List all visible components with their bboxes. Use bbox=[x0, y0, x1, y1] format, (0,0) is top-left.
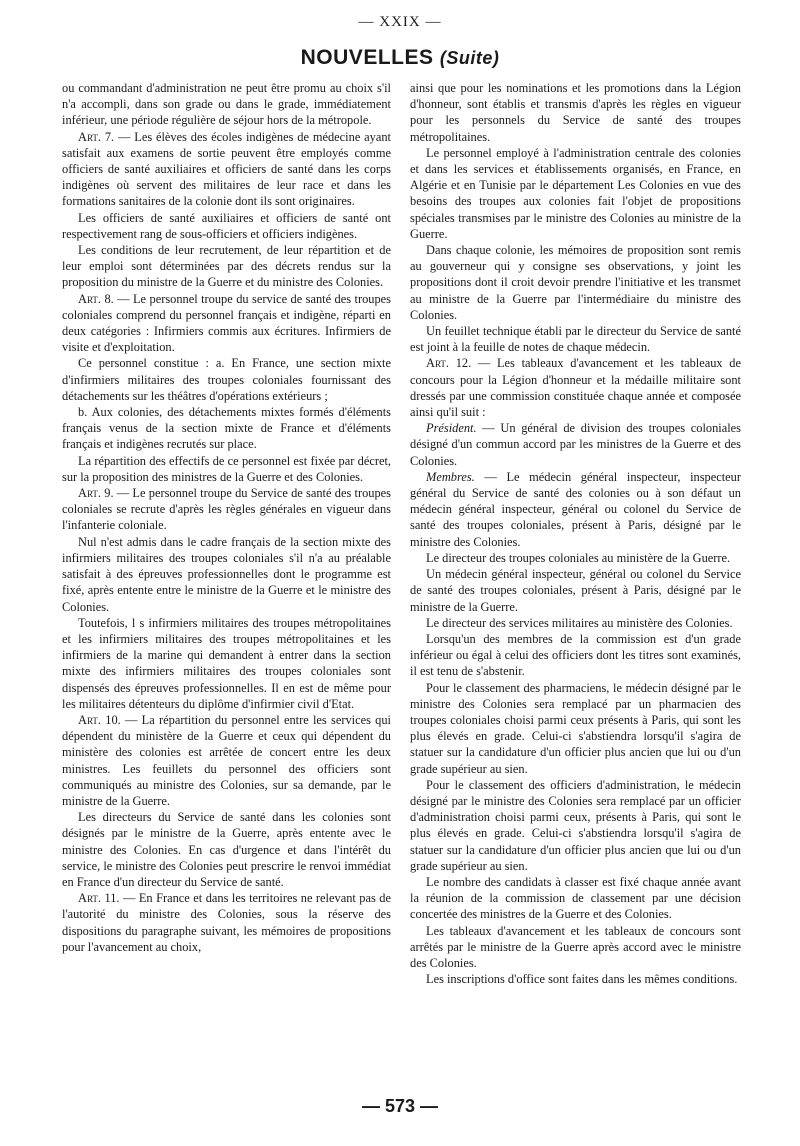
article-number: Art. 11. bbox=[78, 891, 120, 906]
paragraph bbox=[410, 680, 741, 777]
paragraph bbox=[62, 485, 391, 534]
paragraph-text: Les officiers de santé auxiliaires et officiers de santé ont respectivement rang de sous-officiers et officiers indigènes. bbox=[62, 210, 391, 241]
paragraph bbox=[410, 323, 741, 355]
paragraph bbox=[410, 469, 741, 550]
paragraph-text: La répartition des effectifs de ce personnel est fixée par décret, sur la proposition des ministres de la Guerre et des Colonies. bbox=[62, 453, 391, 484]
paragraph-text: Lorsqu'un des membres de la commission est d'un grade inférieur ou égal à celui des officiers dont les titres sont examinés, il est tenu de s'abstenir. bbox=[410, 631, 741, 679]
paragraph bbox=[62, 129, 391, 210]
role-label: Président. bbox=[426, 421, 477, 436]
paragraph-text: Pour le classement des officiers d'administration, le médecin désigné par le ministre des Colonies sera remplacé par un officier d'administration choisi parmi ceux, présents à Paris, qui sont le plus élevés en grade. Celui-ci s'abstiendra lorsqu'il s'agira de statuer sur la candidature d'un officier plus ancien que lui ou d'un grade supérieur au sien. bbox=[410, 777, 741, 873]
paragraph bbox=[62, 615, 391, 712]
paragraph-text: Le directeur des services militaires au ministère des Colonies. bbox=[426, 615, 733, 630]
paragraph bbox=[62, 404, 391, 453]
paragraph bbox=[62, 534, 391, 615]
paragraph-text: Un médecin général inspecteur, général ou colonel du Service de santé des troupes coloniales, présent à Paris, désigné par le ministre de la Guerre. bbox=[410, 567, 741, 614]
paragraph-text: Dans chaque colonie, les mémoires de proposition sont remis au gouverneur qui y consigne ses observations, y joint les propositions dont il croit devoir prendre l'initiative et les transmet au ministre de la Guerre par l'intermédiaire du ministre des Colonies. bbox=[410, 243, 741, 322]
page-title bbox=[0, 46, 800, 70]
paragraph-text: Nul n'est admis dans le cadre français de la section mixte des infirmiers militaires des troupes coloniales s'il n'a au préalable satisfait à des épreuves professionnelles dont le programme est fixé, après entente entre le ministre de la Guerre et le ministre des Colonies. bbox=[62, 534, 391, 614]
paragraph bbox=[62, 210, 391, 242]
paragraph-text: Toutefois, l s infirmiers militaires des troupes métropolitaines et les infirmiers militaires des troupes métropolitaines et les infirmiers de la marine qui demandent à entrer dans la section mixte des infirmiers militaires des troupes coloniales sont dispensés des épreuves professionnelles. Il en est de même pour les militaires détenteurs du diplôme d'infirmier civil d'Etat. bbox=[62, 615, 391, 711]
article-number: Art. 9. bbox=[78, 486, 114, 501]
article-number: Art. 12. bbox=[426, 356, 472, 371]
title-suffix: (Suite) bbox=[439, 48, 500, 68]
paragraph-text: b. Aux colonies, des détachements mixtes formés d'éléments français venus de la section mixte de France et d'éléments français et indigènes recrutés sur place. bbox=[62, 405, 391, 452]
paragraph bbox=[62, 712, 391, 809]
paragraph-text: — La répartition du personnel entre les services qui dépendent du ministère de la Guerre et ceux qui dépendent du ministère des colonies est arrêtée de concert entre les deux ministres. Les feuillets du personnel des officiers sont communiqués au ministre des Colonies, sur sa demande, par le ministre de la Guerre. bbox=[62, 712, 392, 808]
paragraph bbox=[410, 777, 741, 874]
left-text-column bbox=[62, 80, 391, 955]
paragraph bbox=[410, 566, 741, 615]
paragraph-text: Les conditions de leur recrutement, de leur répartition et de leur emploi sont déterminées par des décrets rendus sur la proposition du ministre de la Guerre et du ministre des Colonies. bbox=[62, 243, 391, 290]
paragraph bbox=[62, 80, 391, 129]
paragraph bbox=[410, 631, 741, 680]
paragraph bbox=[62, 809, 391, 890]
paragraph bbox=[62, 355, 391, 404]
paragraph-text: Les directeurs du Service de santé dans les colonies sont désignés par le ministre de la Guerre, après entente avec le ministre des Colonies. En cas d'urgence et dans l'intérêt du service, le ministre des Colonies peut prescrire le renvoi immédiat en France d'un directeur du Service de santé. bbox=[62, 810, 391, 889]
paragraph bbox=[410, 80, 741, 145]
paragraph bbox=[62, 453, 391, 485]
paragraph bbox=[410, 874, 741, 923]
paragraph bbox=[410, 615, 741, 631]
paragraph-text: — Les élèves des écoles indigènes de médecine ayant satisfait aux examens de sortie peuvent être employés comme officiers de santé auxiliaires et officiers de santé dans les corps indigènes où servent des militaires de leur race et dans les formations sanitaires de la colonie dont ils sont originaires. bbox=[62, 129, 391, 209]
paragraph bbox=[62, 242, 391, 291]
paragraph-text: ou commandant d'administration ne peut être promu au choix s'il n'a accompli, dans son grade ou dans le grade, immédiatement inférieur, une période régulière de séjour hors de la métropole. bbox=[62, 81, 391, 128]
paragraph bbox=[410, 923, 741, 972]
roman-folio: — XXIX — bbox=[358, 14, 442, 30]
role-label: Membres. bbox=[426, 469, 475, 484]
paragraph-text: Le directeur des troupes coloniales au ministère de la Guerre. bbox=[426, 550, 731, 565]
paragraph-text: Le personnel employé à l'administration centrale des colonies et dans les services et établissements organisés, en France, en Algérie et en Tunisie par le département Les Colonies en vue des besoins des troupes aux colonies fait l'objet de propositions spéciales transmises par le ministre des Colonies au ministre de la Guerre. bbox=[410, 145, 741, 241]
article-number: Art. 8. bbox=[78, 291, 114, 306]
page-number: — 573 — bbox=[361, 1096, 439, 1116]
paragraph-text: Les inscriptions d'office sont faites dans les mêmes conditions. bbox=[426, 972, 738, 987]
paragraph bbox=[62, 291, 391, 356]
right-text-column bbox=[410, 80, 741, 987]
paragraph-text: — Le médecin général inspecteur, inspecteur général du Service de santé des colonies ou à son défaut un médecin général inspecteur, général ou colonel du Service de santé des troupes coloniales, présent à Paris, désigné par le ministre des Colonies. bbox=[410, 469, 741, 549]
paragraph bbox=[62, 890, 391, 955]
paragraph bbox=[410, 242, 741, 323]
paragraph-text: — Les tableaux d'avancement et les tableaux de concours pour la Légion d'honneur et la médaille militaire sont dressés par une commission constituée chaque année et composée ainsi qu'il suit : bbox=[410, 356, 742, 420]
paragraph bbox=[410, 420, 741, 469]
paragraph bbox=[410, 355, 741, 420]
paragraph-text: Un feuillet technique établi par le directeur du Service de santé est joint à la feuille de notes de chaque médecin. bbox=[410, 324, 741, 355]
paragraph-text: Ce personnel constitue : a. En France, une section mixte d'infirmiers militaires des troupes coloniales fournissant des détachements sur les théâtres d'opérations extérieurs ; bbox=[62, 356, 391, 403]
paragraph-text: — En France et dans les territoires ne relevant pas de l'autorité du ministre des Colonies, sous la réserve des dispositions du paragraphe suivant, les mémoires de propositions pour l'avancement au choix, bbox=[62, 891, 391, 954]
title-text: NOUVELLES bbox=[300, 46, 434, 69]
article-number: Art. 7. bbox=[78, 129, 115, 144]
paragraph-text: Le nombre des candidats à classer est fixé chaque année avant la réunion de la commission de classement par une décision concertée des ministres de la Guerre et des Colonies. bbox=[410, 874, 741, 922]
article-number: Art. 10. bbox=[78, 712, 121, 727]
paragraph-text: Pour le classement des pharmaciens, le médecin désigné par le ministre des Colonies sera remplacé par un pharmacien des troupes coloniales choisi parmi ceux présents à Paris, qui sont les plus élevés en grade. Celui-ci s'abstiendra lorsqu'il s'agira de statuer sur la candidature d'un officier plus ancien que lui ou d'un grade supérieur au sien. bbox=[410, 680, 741, 776]
paragraph-text: — Le personnel troupe du Service de santé des troupes coloniales se recrute d'après les règles générales en vigueur dans l'infanterie coloniale. bbox=[62, 486, 391, 533]
paragraph bbox=[410, 145, 741, 242]
paragraph-text: Les tableaux d'avancement et les tableaux de concours sont arrêtés par le ministre de la Guerre après accord avec le ministre des Colonies. bbox=[410, 923, 741, 970]
paragraph-text: — Un général de division des troupes coloniales désigné d'un commun accord par les ministres de la Guerre et des Colonies. bbox=[410, 421, 741, 468]
paragraph bbox=[410, 971, 741, 987]
paragraph-text: — Le personnel troupe du service de santé des troupes coloniales comprend du personnel français et indigène, réparti en deux catégories : Infirmiers commis aux écritures. Infirmiers de visite et d'exploitation. bbox=[62, 291, 391, 355]
paragraph bbox=[410, 550, 741, 566]
paragraph-text: ainsi que pour les nominations et les promotions dans la Légion d'honneur, sont établis et transmis d'après les règles en vigueur pour les personnels du Service de santé des troupes métropolitaines. bbox=[410, 81, 741, 144]
